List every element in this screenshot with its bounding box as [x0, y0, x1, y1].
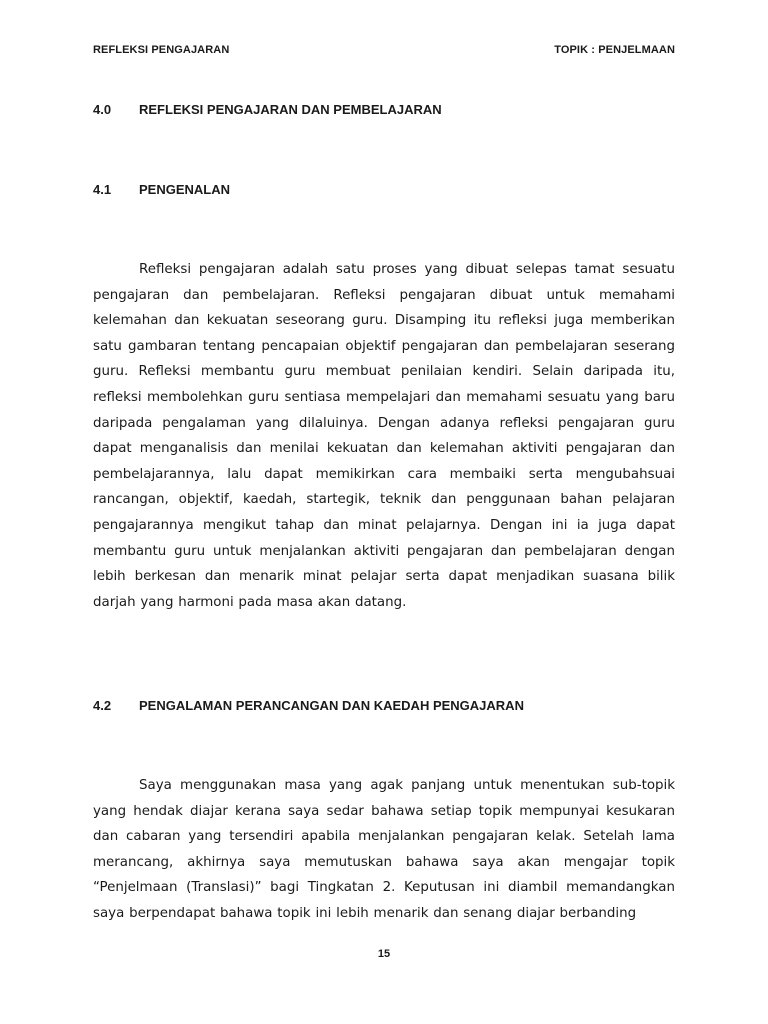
section-title: REFLEKSI PENGAJARAN DAN PEMBELAJARAN	[139, 102, 442, 117]
section-number: 4.1	[93, 182, 112, 197]
section-heading-4-0	[93, 102, 442, 117]
paragraph-introduction: Refleksi pengajaran adalah satu proses yang dibuat selepas tamat sesuatu pengajaran dan pembelajaran. Refleksi pengajaran dibuat untuk memahami kelemahan dan kekuatan seseorang guru. Disamping itu refleksi juga memberikan satu gambaran tentang pencapaian objektif pengajaran dan pembelajaran seserang guru. Refleksi membantu guru membuat penilaian kendiri. Selain daripada itu, refleksi membolehkan guru sentiasa mempelajari dan memahami sesuatu yang baru daripada pengalaman yang dilaluinya. Dengan adanya refleksi pengajaran guru dapat menganalisis dan menilai kekuatan dan kelemahan aktiviti pengajaran dan pembelajarannya, lalu dapat memikirkan cara membaiki serta mengubahsuai rancangan, objektif, kaedah, startegik, teknik dan penggunaan bahan pelajaran pengajarannya mengikut tahap dan minat pelajarnya. Dengan ini ia juga dapat membantu guru untuk menjalankan aktiviti pengajaran dan pembelajaran dengan lebih berkesan dan menarik minat pelajar serta dapat menjadikan suasana bilik darjah yang harmoni pada masa akan datang.	[93, 262, 675, 610]
section-heading-4-2	[93, 698, 524, 713]
section-number: 4.2	[93, 698, 112, 713]
section-title: PENGENALAN	[139, 182, 231, 197]
page-header	[93, 44, 675, 56]
section-title: PENGALAMAN PERANCANGAN DAN KAEDAH PENGAJARAN	[139, 698, 524, 713]
paragraph-planning-experience: Saya menggunakan masa yang agak panjang untuk menentukan sub-topik yang hendak diajar kerana saya sedar bahawa setiap topik mempunyai kesukaran dan cabaran yang tersendiri apabila menjalankan pengajaran kelak. Setelah lama merancang, akhirnya saya memutuskan bahawa saya akan mengajar topik “Penjelmaan (Translasi)” bagi Tingkatan 2. Keputusan ini diambil memandangkan saya berpendapat bahawa topik ini lebih menarik dan senang diajar berbanding	[93, 778, 675, 921]
header-left-title: REFLEKSI PENGAJARAN	[93, 44, 230, 56]
header-right-topic: TOPIK : PENJELMAAN	[554, 44, 675, 56]
section-heading-4-1	[93, 182, 230, 197]
page-number: 15	[377, 948, 391, 960]
section-number: 4.0	[93, 102, 112, 117]
